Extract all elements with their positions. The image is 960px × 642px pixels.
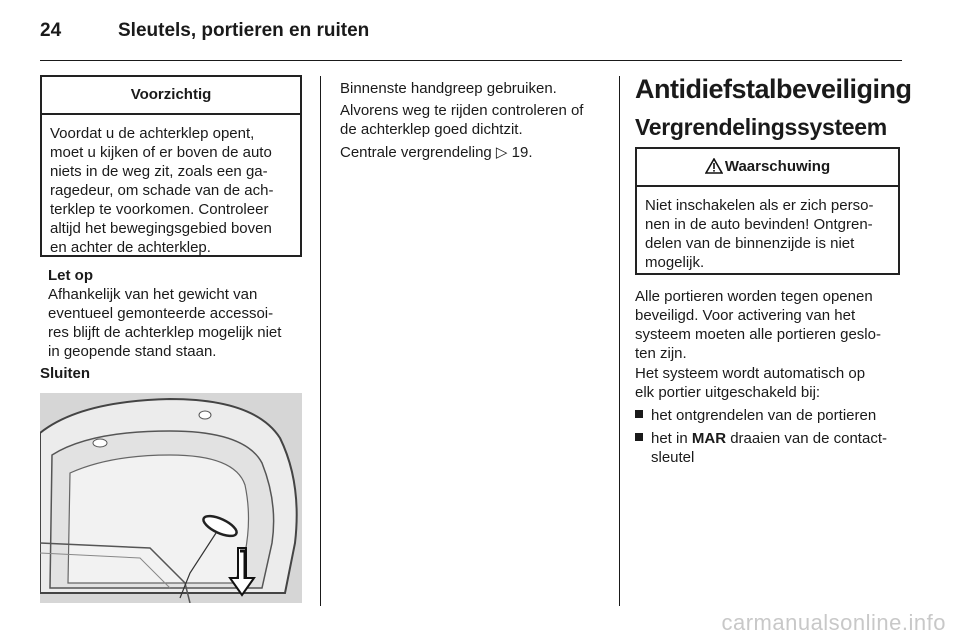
tailgate-illustration [40, 393, 302, 603]
right-line: elk portier uitgeschakeld bij: [635, 384, 821, 401]
middle-paragraph-2 [340, 101, 583, 139]
caution-box-body [42, 115, 300, 257]
warning-line: mogelijk. [645, 254, 705, 271]
caution-line: moet u kijken of er boven de auto [50, 144, 272, 161]
caution-line: ragedeur, om schade van de ach- [50, 182, 274, 199]
right-line: Alle portieren worden tegen openen [635, 288, 873, 305]
column-divider-left [320, 76, 321, 606]
caution-line: altijd het bewegingsgebied boven [50, 220, 272, 237]
section-title: Antidiefstalbeveiliging [635, 74, 912, 104]
bullet-text-pre: het in [651, 430, 692, 447]
bullet-text-post: draaien van de contact- [726, 430, 887, 447]
warning-box-header [637, 149, 898, 187]
caution-box-title: Voorzichtig [42, 77, 300, 115]
middle-paragraph-3: Centrale vergrendeling ▷ 19. [340, 144, 533, 161]
right-line: systeem moeten alle portieren geslo- [635, 326, 881, 343]
bullet-item-2 [635, 429, 887, 467]
middle-line: de achterklep goed dichtzit. [340, 121, 523, 138]
caution-line: terklep te voorkomen. Controleer [50, 201, 269, 218]
note-line: Afhankelijk van het gewicht van [48, 286, 258, 303]
note-title: Let op [48, 267, 93, 284]
warning-line: delen van de binnenzijde is niet [645, 235, 855, 252]
right-line: beveiligd. Voor activering van het [635, 307, 856, 324]
right-paragraph-2 [635, 364, 865, 402]
note-line: res blijft de achterklep mogelijk niet [48, 324, 282, 341]
right-line: ten zijn. [635, 345, 687, 362]
note-line: in geopende stand staan. [48, 343, 217, 360]
warning-line: Niet inschakelen als er zich perso- [645, 197, 874, 214]
note-body [48, 285, 281, 361]
watermark: carmanualsonline.info [721, 610, 946, 635]
right-line: Het systeem wordt automatisch op [635, 365, 866, 382]
chapter-title: Sleutels, portieren en ruiten [118, 20, 370, 41]
header-rule [40, 60, 902, 61]
bullet-text-bold: MAR [691, 430, 727, 447]
bullet-item-1 [635, 406, 876, 425]
section-subtitle: Vergrendelingssysteem [635, 114, 887, 140]
bullet-square-icon [635, 410, 643, 418]
right-paragraph-1 [635, 287, 881, 363]
caution-line: niets in de weg zit, zoals een ga- [50, 163, 268, 180]
bullet-text: het ontgrendelen van de portieren [651, 407, 877, 424]
middle-paragraph-1: Binnenste handgreep gebruiken. [340, 80, 557, 97]
caution-box [40, 75, 302, 257]
caution-line: Voordat u de achterklep opent, [50, 125, 255, 142]
caution-line: en achter de achterklep. [50, 239, 211, 256]
sluiten-heading: Sluiten [40, 365, 91, 382]
note-line: eventueel gemonteerde accessoi- [48, 305, 274, 322]
bullet-square-icon [635, 433, 643, 441]
warning-box [635, 147, 900, 275]
bullet-text-line2: sleutel [651, 449, 695, 466]
middle-line: Alvorens weg te rijden controleren of [340, 102, 584, 119]
warning-triangle-icon [705, 152, 723, 188]
warning-line: nen in de auto bevinden! Ontgren- [645, 216, 873, 233]
page-number: 24 [40, 20, 62, 41]
warning-box-title: Waarschuwing [724, 158, 831, 175]
warning-box-body [637, 187, 898, 272]
tailgate-drawing [40, 393, 302, 603]
column-divider-right [619, 76, 620, 606]
